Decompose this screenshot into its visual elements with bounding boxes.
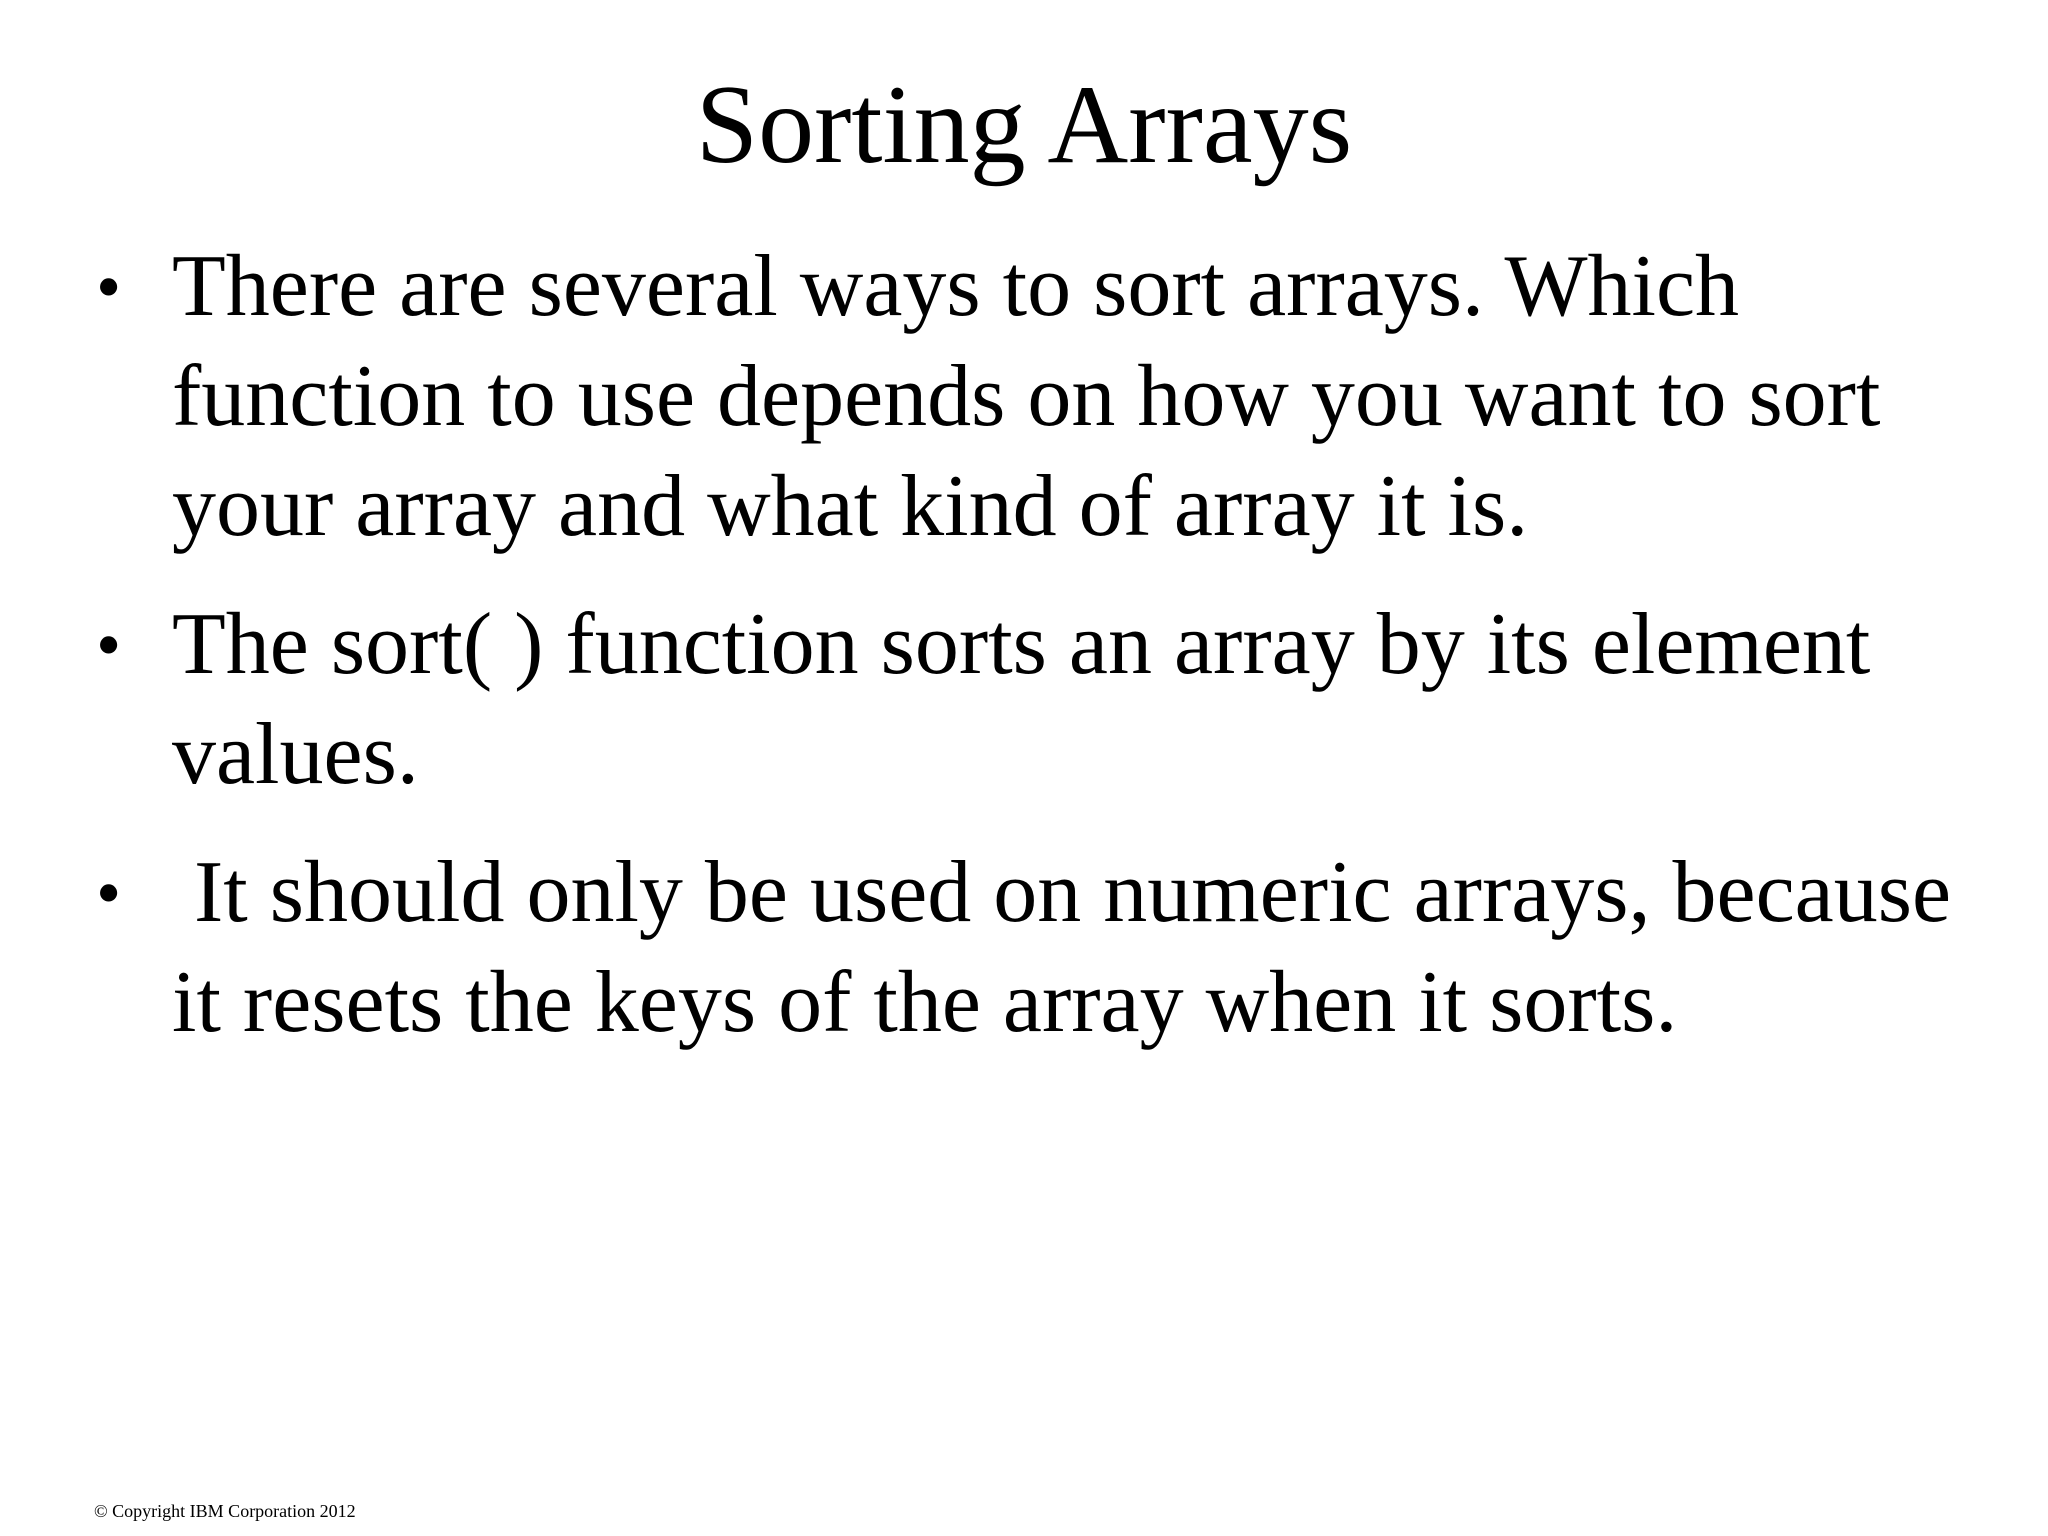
bullet-text: There are several ways to sort arrays. Which function to use depends on how you want to sort your array and what kind of array it is. bbox=[172, 238, 1903, 555]
bullet-item bbox=[96, 838, 1974, 1058]
copyright-footer: © Copyright IBM Corporation 2012 bbox=[94, 1501, 356, 1521]
bullet-text: It should only be used on numeric arrays, because it resets the keys of the array when it sorts. bbox=[172, 844, 1974, 1051]
bullet-marker: • bbox=[96, 605, 122, 685]
bullet-text: The sort( ) function sorts an array by its element values. bbox=[172, 596, 1893, 803]
bullet-list bbox=[96, 232, 1974, 1086]
bullet-item bbox=[96, 232, 1956, 562]
slide-title: Sorting Arrays bbox=[695, 63, 1353, 187]
bullet-item bbox=[96, 590, 1956, 810]
bullet-marker: • bbox=[96, 247, 122, 327]
bullet-marker: • bbox=[96, 853, 122, 933]
